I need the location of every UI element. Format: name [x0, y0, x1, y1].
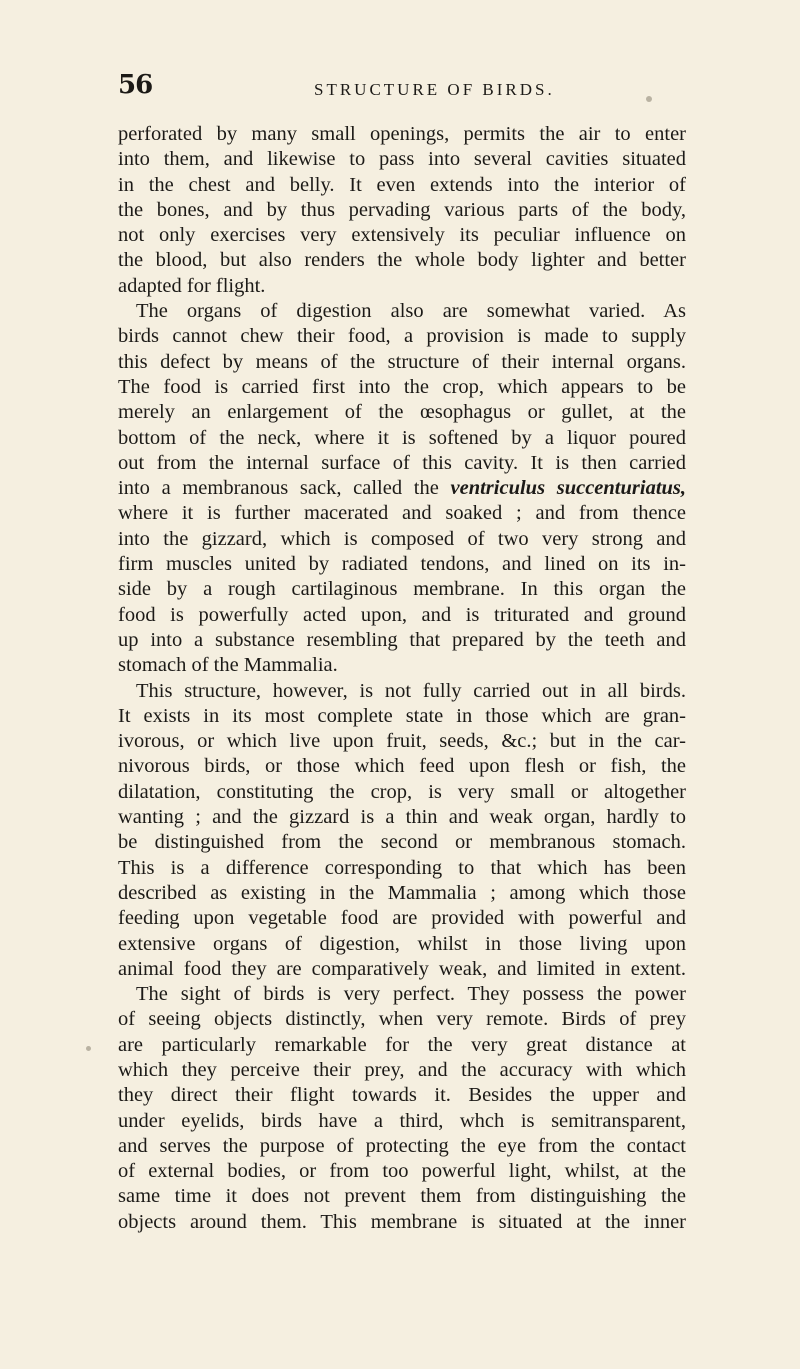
text-line [118, 476, 686, 501]
text-line: which they perceive their prey, and the accuracy with which [118, 1058, 686, 1081]
text-line: The organs of digestion also are somewhat varied. As [136, 300, 686, 323]
running-head: STRUCTURE OF BIRDS. [314, 80, 555, 99]
text-line: perforated by many small openings, permits the air to enter [118, 123, 686, 145]
text-line: It exists in its most complete state in those which are gran- [118, 704, 686, 727]
text-line: in the chest and belly. It even extends into the interior of [118, 173, 686, 196]
text-line: ivorous, or which live upon fruit, seeds, &c.; but in the car- [118, 730, 686, 753]
text-line: food is powerfully acted upon, and is triturated and ground [118, 603, 686, 626]
text-line: under eyelids, birds have a third, whch is semitransparent, [118, 1109, 686, 1132]
text-line: and serves the purpose of protecting the eye from the contact [118, 1134, 686, 1157]
text-line: this defect by means of the structure of their internal organs. [118, 350, 686, 373]
text-line: of seeing objects distinctly, when very remote. Birds of prey [118, 1008, 686, 1031]
text-line: be distinguished from the second or membranous stomach. [118, 831, 686, 854]
text-line: the bones, and by thus pervading various parts of the body, [118, 198, 686, 221]
text-line: up into a substance resembling that prepared by the teeth and [118, 628, 686, 651]
text-line: firm muscles united by radiated tendons, and lined on its in- [118, 553, 686, 576]
text-line: side by a rough cartilaginous membrane. In this organ the [118, 578, 686, 601]
text-line: birds cannot chew their food, a provision is made to supply [118, 325, 686, 348]
text-line: nivorous birds, or those which feed upon flesh or fish, the [118, 755, 686, 778]
text-line: described as existing in the Mammalia ; among which those [118, 881, 686, 904]
text-line: The sight of birds is very perfect. They possess the power [136, 983, 686, 1006]
paper-speck [646, 96, 652, 102]
text-line: wanting ; and the gizzard is a thin and weak organ, hardly to [118, 806, 686, 829]
page-header [118, 70, 686, 106]
text-line: bottom of the neck, where it is softened by a liquor poured [118, 426, 686, 449]
text-line: The food is carried first into the crop, which appears to be [118, 375, 686, 398]
text-line: This is a difference corresponding to that which has been [118, 856, 686, 879]
text-line: adapted for flight. [118, 274, 266, 297]
text-line: dilatation, constituting the crop, is very small or altogether [118, 780, 686, 803]
text-line: same time it does not prevent them from distinguishing the [118, 1185, 686, 1208]
text-line: animal food they are comparatively weak, and limited in extent. [118, 957, 686, 980]
text-line: extensive organs of digestion, whilst in those living upon [118, 932, 686, 955]
text-line: feeding upon vegetable food are provided with powerful and [118, 907, 686, 930]
text-line: stomach of the Mammalia. [118, 654, 338, 677]
text-line: the blood, but also renders the whole body lighter and better [118, 249, 686, 272]
text-line: objects around them. This membrane is situated at the inner [118, 1210, 686, 1233]
text-line: This structure, however, is not fully carried out in all birds. [136, 679, 686, 702]
text-line: they direct their flight towards it. Besides the upper and [118, 1084, 686, 1107]
text-line: not only exercises very extensively its peculiar influence on [118, 224, 686, 247]
text-line: where it is further macerated and soaked ; and from thence [118, 502, 686, 525]
text-segment: into a membranous sack, called the [118, 477, 439, 500]
text-line: out from the internal surface of this cavity. It is then carried [118, 451, 686, 474]
text-line: of external bodies, or from too powerful light, whilst, at the [118, 1160, 686, 1183]
latin-term: ventriculus succenturiatus, [450, 477, 687, 500]
text-line: into the gizzard, which is composed of two very strong and [118, 527, 686, 550]
page-number: 56 [118, 70, 153, 100]
text-line: merely an enlargement of the œsophagus or gullet, at the [118, 401, 686, 424]
text-line: into them, and likewise to pass into several cavities situated [118, 148, 686, 171]
paper-speck [86, 1046, 91, 1051]
body-text [118, 122, 686, 1235]
text-line: are particularly remarkable for the very great distance at [118, 1033, 686, 1056]
